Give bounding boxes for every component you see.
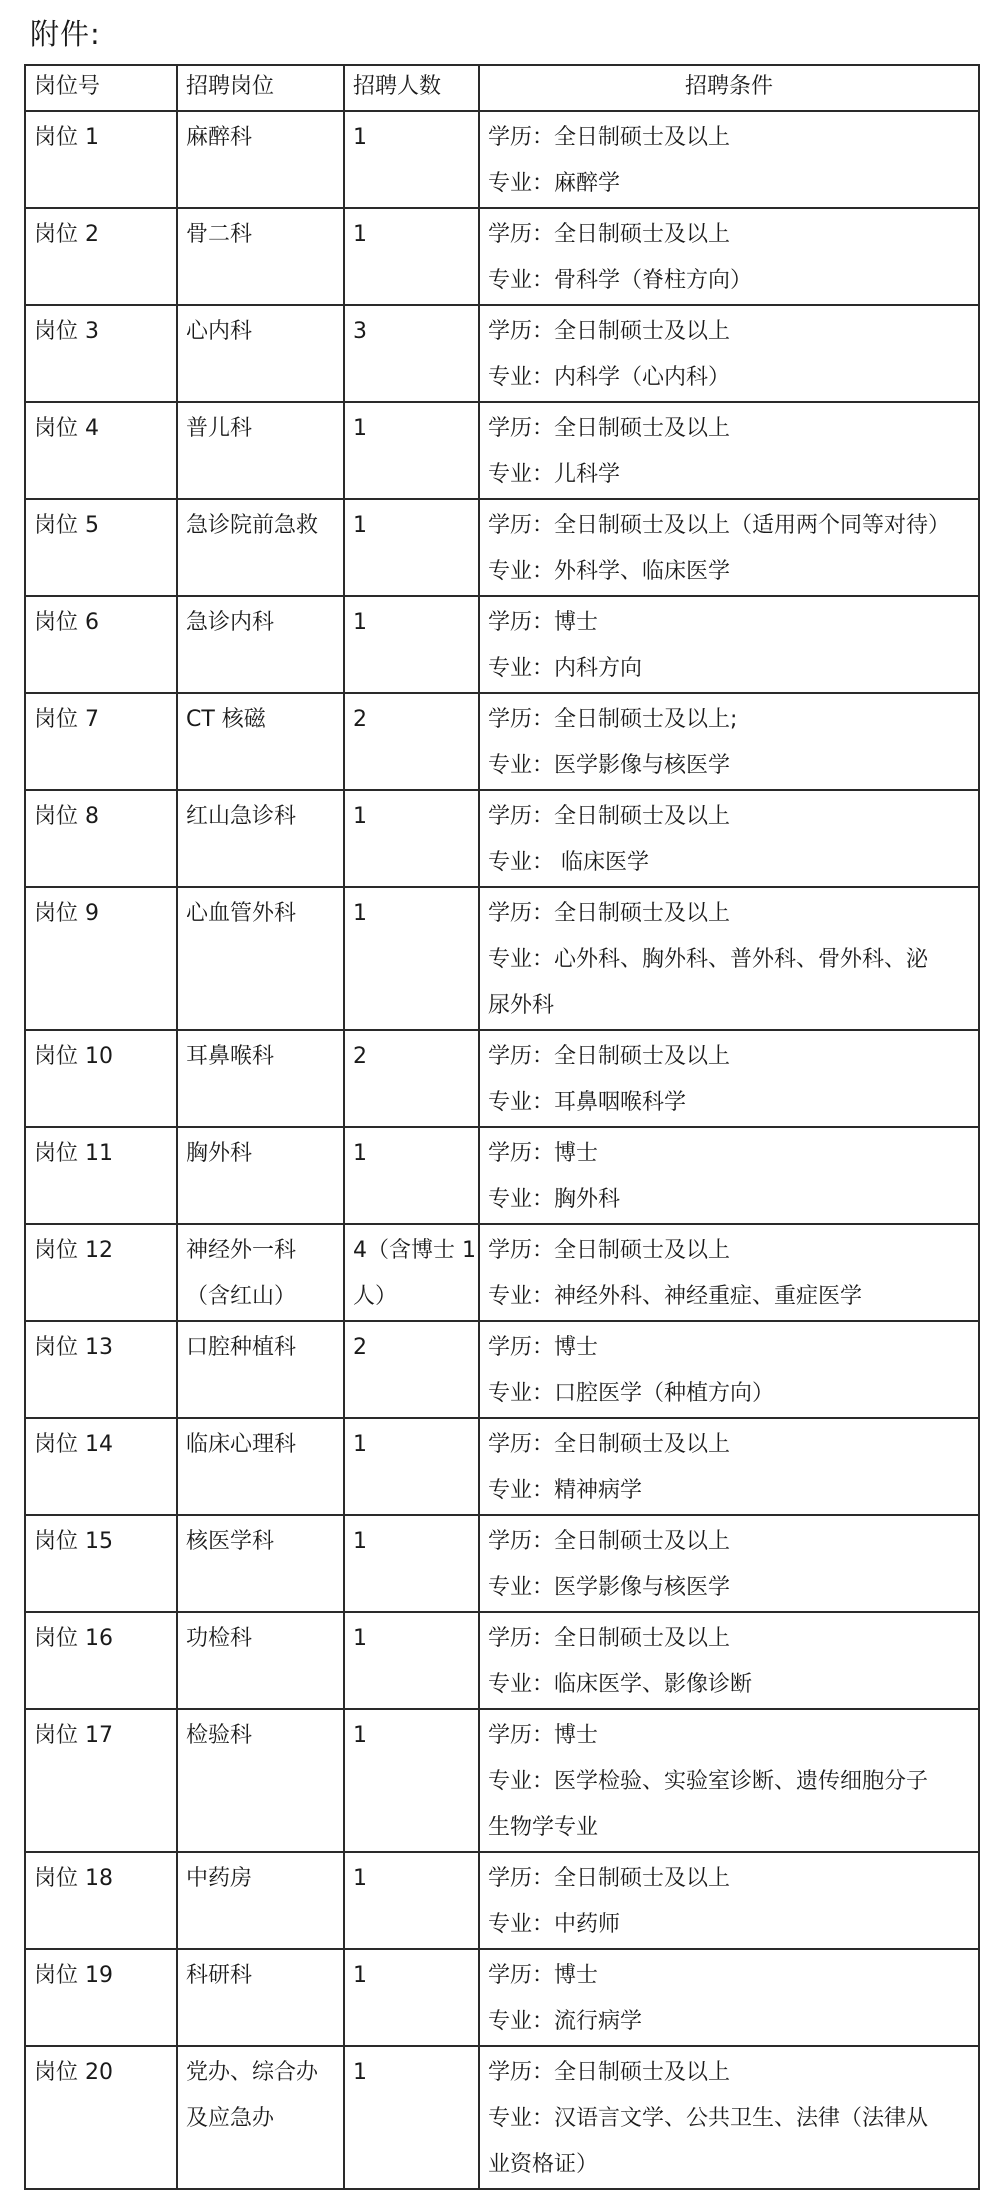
conditions-cell (479, 1852, 979, 1949)
post-number: 岗位 18 (34, 1866, 113, 1891)
post-name-cell (177, 208, 344, 305)
condition-line: 学历：全日制硕士及以上 (488, 222, 731, 247)
headcount-cell (344, 1709, 479, 1852)
headcount: 1 (353, 1866, 367, 1891)
post-name: 急诊院前急救 (186, 513, 319, 538)
table-row (25, 1852, 979, 1949)
post-number-cell (25, 1030, 177, 1127)
post-name: （含红山） (186, 1284, 297, 1309)
post-number: 岗位 15 (34, 1529, 113, 1554)
condition-line: 学历：全日制硕士及以上 (488, 1238, 731, 1263)
table-row (25, 1949, 979, 2046)
post-name: 红山急诊科 (186, 804, 297, 829)
conditions-cell (479, 1515, 979, 1612)
table-row (25, 2046, 979, 2189)
condition-line: 专业：麻醉学 (488, 171, 621, 196)
table-row (25, 111, 979, 208)
post-name-cell (177, 499, 344, 596)
headcount: 1 (353, 610, 367, 635)
headcount: 1 (353, 1963, 367, 1988)
headcount-cell (344, 790, 479, 887)
post-number-cell (25, 1852, 177, 1949)
post-number: 岗位 17 (34, 1723, 113, 1748)
post-number: 岗位 1 (34, 125, 99, 150)
post-name-cell (177, 1224, 344, 1321)
condition-line: 生物学专业 (488, 1815, 599, 1840)
post-number-cell (25, 1321, 177, 1418)
post-name-cell (177, 790, 344, 887)
headcount: 2 (353, 1335, 367, 1360)
condition-line: 专业：医学影像与核医学 (488, 1575, 731, 1600)
table-row (25, 596, 979, 693)
post-name: 心内科 (186, 319, 253, 344)
headcount: 1 (353, 1529, 367, 1554)
post-name: 麻醉科 (186, 125, 253, 150)
header-post-name: 招聘岗位 (177, 65, 344, 111)
conditions-cell (479, 305, 979, 402)
post-name-cell (177, 887, 344, 1030)
condition-line: 专业：精神病学 (488, 1478, 643, 1503)
headcount-cell (344, 693, 479, 790)
condition-line: 专业： 临床医学 (488, 850, 649, 875)
conditions-cell (479, 111, 979, 208)
post-number-cell (25, 1418, 177, 1515)
post-number: 岗位 7 (34, 707, 99, 732)
condition-line: 专业：口腔医学（种植方向） (488, 1381, 775, 1406)
condition-line: 专业：内科方向 (488, 656, 643, 681)
condition-line: 专业：耳鼻咽喉科学 (488, 1090, 687, 1115)
table-row (25, 887, 979, 1030)
table-row (25, 693, 979, 790)
conditions-cell (479, 1418, 979, 1515)
condition-line: 学历：博士 (488, 610, 599, 635)
condition-line: 专业：内科学（心内科） (488, 365, 731, 390)
post-name: CT 核磁 (186, 707, 266, 732)
conditions-cell (479, 1612, 979, 1709)
headcount-cell (344, 499, 479, 596)
post-name: 及应急办 (186, 2106, 275, 2131)
table-row (25, 305, 979, 402)
post-number-cell (25, 887, 177, 1030)
conditions-cell (479, 402, 979, 499)
headcount-cell (344, 1418, 479, 1515)
conditions-cell (479, 596, 979, 693)
table-row (25, 1127, 979, 1224)
post-number-cell (25, 1224, 177, 1321)
condition-line: 学历：全日制硕士及以上 (488, 2060, 731, 2085)
post-number: 岗位 6 (34, 610, 99, 635)
post-number-cell (25, 499, 177, 596)
condition-line: 学历：博士 (488, 1723, 599, 1748)
post-number: 岗位 4 (34, 416, 99, 441)
headcount: 人） (353, 1284, 398, 1309)
post-name: 检验科 (186, 1723, 253, 1748)
condition-line: 学历：全日制硕士及以上 (488, 1432, 731, 1457)
conditions-cell (479, 2046, 979, 2189)
condition-line: 业资格证） (488, 2152, 599, 2177)
post-name-cell (177, 1852, 344, 1949)
post-number: 岗位 5 (34, 513, 99, 538)
recruitment-table (24, 64, 980, 2190)
condition-line: 学历：全日制硕士及以上 (488, 319, 731, 344)
post-name-cell (177, 1030, 344, 1127)
post-name: 普儿科 (186, 416, 253, 441)
post-name: 骨二科 (186, 222, 253, 247)
condition-line: 专业：外科学、临床医学 (488, 559, 731, 584)
post-number-cell (25, 1949, 177, 2046)
condition-line: 专业：骨科学（脊柱方向） (488, 268, 753, 293)
post-name-cell (177, 402, 344, 499)
post-name-cell (177, 1612, 344, 1709)
header-post-number: 岗位号 (25, 65, 177, 111)
condition-line: 学历：全日制硕士及以上 (488, 1626, 731, 1651)
condition-line: 尿外科 (488, 993, 555, 1018)
post-name-cell (177, 596, 344, 693)
condition-line: 专业：儿科学 (488, 462, 621, 487)
table-row (25, 1030, 979, 1127)
post-number-cell (25, 1127, 177, 1224)
post-name: 党办、综合办 (186, 2060, 319, 2085)
table-row (25, 1418, 979, 1515)
headcount-cell (344, 1612, 479, 1709)
post-number-cell (25, 790, 177, 887)
headcount: 1 (353, 804, 367, 829)
condition-line: 学历：全日制硕士及以上 (488, 416, 731, 441)
attachment-label: 附件: (30, 17, 101, 51)
post-name-cell (177, 1949, 344, 2046)
headcount: 1 (353, 513, 367, 538)
post-name-cell (177, 111, 344, 208)
condition-line: 专业：临床医学、影像诊断 (488, 1672, 753, 1697)
condition-line: 专业：中药师 (488, 1912, 621, 1937)
headcount-cell (344, 402, 479, 499)
headcount: 2 (353, 1044, 367, 1069)
post-number: 岗位 19 (34, 1963, 113, 1988)
headcount-cell (344, 1127, 479, 1224)
post-name-cell (177, 1321, 344, 1418)
condition-line: 学历：全日制硕士及以上 (488, 1529, 731, 1554)
headcount-cell (344, 2046, 479, 2189)
table-body (25, 111, 979, 2189)
table-row (25, 1709, 979, 1852)
post-number: 岗位 3 (34, 319, 99, 344)
conditions-cell (479, 1224, 979, 1321)
headcount-cell (344, 1030, 479, 1127)
post-name: 耳鼻喉科 (186, 1044, 275, 1069)
post-number: 岗位 2 (34, 222, 99, 247)
post-number-cell (25, 1515, 177, 1612)
headcount: 1 (353, 1723, 367, 1748)
condition-line: 专业：流行病学 (488, 2009, 643, 2034)
condition-line: 专业：汉语言文学、公共卫生、法律（法律从 (488, 2106, 929, 2131)
post-name: 心血管外科 (186, 901, 297, 926)
headcount-cell (344, 596, 479, 693)
post-number-cell (25, 1709, 177, 1852)
headcount-cell (344, 1515, 479, 1612)
headcount-cell (344, 1321, 479, 1418)
table-header-row (25, 65, 979, 111)
post-number-cell (25, 1612, 177, 1709)
headcount: 1 (353, 125, 367, 150)
headcount: 1 (353, 1141, 367, 1166)
post-name-cell (177, 305, 344, 402)
post-number: 岗位 20 (34, 2060, 113, 2085)
headcount-cell (344, 208, 479, 305)
header-headcount: 招聘人数 (344, 65, 479, 111)
conditions-cell (479, 693, 979, 790)
post-name-cell (177, 1127, 344, 1224)
post-number: 岗位 10 (34, 1044, 113, 1069)
condition-line: 学历：全日制硕士及以上 (488, 901, 731, 926)
table-row (25, 790, 979, 887)
condition-line: 专业：心外科、胸外科、普外科、骨外科、泌 (488, 947, 929, 972)
table-row (25, 1224, 979, 1321)
post-name: 临床心理科 (186, 1432, 297, 1457)
post-number-cell (25, 2046, 177, 2189)
condition-line: 学历：博士 (488, 1963, 599, 1988)
post-name: 科研科 (186, 1963, 253, 1988)
headcount-cell (344, 1949, 479, 2046)
post-name: 神经外一科 (186, 1238, 297, 1263)
condition-line: 学历：博士 (488, 1141, 599, 1166)
conditions-cell (479, 790, 979, 887)
post-name: 功检科 (186, 1626, 253, 1651)
post-name-cell (177, 1515, 344, 1612)
condition-line: 学历：全日制硕士及以上 (488, 1044, 731, 1069)
header-conditions: 招聘条件 (479, 65, 979, 111)
post-number: 岗位 12 (34, 1238, 113, 1263)
conditions-cell (479, 1030, 979, 1127)
headcount-cell (344, 1224, 479, 1321)
headcount-cell (344, 111, 479, 208)
table-row (25, 1321, 979, 1418)
post-number-cell (25, 402, 177, 499)
condition-line: 学历：全日制硕士及以上 (488, 1866, 731, 1891)
condition-line: 专业：胸外科 (488, 1187, 621, 1212)
conditions-cell (479, 208, 979, 305)
post-name-cell (177, 1418, 344, 1515)
headcount-cell (344, 1852, 479, 1949)
post-name: 急诊内科 (186, 610, 275, 635)
condition-line: 专业：神经外科、神经重症、重症医学 (488, 1284, 863, 1309)
post-number: 岗位 13 (34, 1335, 113, 1360)
conditions-cell (479, 1127, 979, 1224)
post-number: 岗位 16 (34, 1626, 113, 1651)
post-number: 岗位 9 (34, 901, 99, 926)
condition-line: 学历：全日制硕士及以上（适用两个同等对待） (488, 513, 951, 538)
post-number: 岗位 8 (34, 804, 99, 829)
headcount: 1 (353, 416, 367, 441)
conditions-cell (479, 887, 979, 1030)
condition-line: 学历：全日制硕士及以上 (488, 804, 731, 829)
post-name-cell (177, 2046, 344, 2189)
headcount-cell (344, 305, 479, 402)
condition-line: 专业：医学影像与核医学 (488, 753, 731, 778)
post-name: 口腔种植科 (186, 1335, 297, 1360)
conditions-cell (479, 1949, 979, 2046)
post-number: 岗位 11 (34, 1141, 113, 1166)
post-name: 核医学科 (186, 1529, 275, 1554)
post-number-cell (25, 596, 177, 693)
post-name-cell (177, 693, 344, 790)
conditions-cell (479, 1709, 979, 1852)
table-row (25, 402, 979, 499)
headcount: 1 (353, 2060, 367, 2085)
condition-line: 学历：博士 (488, 1335, 599, 1360)
headcount: 1 (353, 1626, 367, 1651)
post-number: 岗位 14 (34, 1432, 113, 1457)
headcount: 3 (353, 319, 367, 344)
table-row (25, 499, 979, 596)
post-number-cell (25, 111, 177, 208)
condition-line: 专业：医学检验、实验室诊断、遗传细胞分子 (488, 1769, 929, 1794)
headcount: 1 (353, 1432, 367, 1457)
table-row (25, 1612, 979, 1709)
post-number-cell (25, 208, 177, 305)
post-number-cell (25, 693, 177, 790)
conditions-cell (479, 499, 979, 596)
condition-line: 学历：全日制硕士及以上 (488, 125, 731, 150)
post-number-cell (25, 305, 177, 402)
headcount: 2 (353, 707, 367, 732)
post-name: 中药房 (186, 1866, 253, 1891)
headcount: 1 (353, 901, 367, 926)
headcount: 1 (353, 222, 367, 247)
table-row (25, 1515, 979, 1612)
condition-line: 学历：全日制硕士及以上; (488, 707, 738, 732)
post-name-cell (177, 1709, 344, 1852)
table-row (25, 208, 979, 305)
headcount: 4（含博士 1 (353, 1238, 476, 1263)
headcount-cell (344, 887, 479, 1030)
conditions-cell (479, 1321, 979, 1418)
post-name: 胸外科 (186, 1141, 253, 1166)
